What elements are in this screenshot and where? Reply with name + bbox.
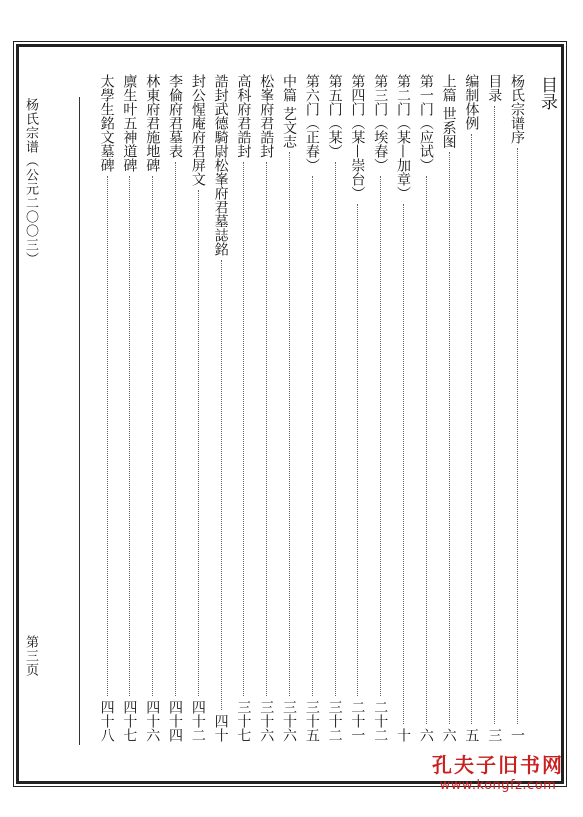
toc-leader-dots xyxy=(312,176,313,696)
toc-entry xyxy=(345,74,369,742)
toc-leader-dots xyxy=(107,176,108,696)
toc-entry-page: 三十二 xyxy=(326,700,343,742)
toc-entry xyxy=(140,74,164,742)
toc-entry-page: 五 xyxy=(463,728,480,742)
toc-leader-dots xyxy=(152,176,153,696)
toc-entry xyxy=(323,74,347,742)
toc-entry-page: 四十四 xyxy=(167,700,183,742)
toc-entry-page: 一 xyxy=(509,728,525,742)
table-of-contents xyxy=(60,74,563,742)
toc-entry-label: 第二门（某—加章） xyxy=(395,74,411,200)
toc-entry xyxy=(231,74,255,742)
toc-entry-label: 太學生銘文墓碑 xyxy=(98,74,115,172)
toc-leader-dots xyxy=(221,260,222,710)
toc-entry xyxy=(209,74,233,742)
watermark xyxy=(423,749,573,793)
toc-entry-row xyxy=(163,74,187,742)
toc-entry-page: 三十七 xyxy=(235,700,252,742)
toc-entry-label: 松峯府君誥封 xyxy=(258,74,275,158)
toc-entry xyxy=(186,74,210,742)
toc-entry xyxy=(277,74,301,742)
toc-entry-row xyxy=(505,74,529,742)
toc-entry-row xyxy=(209,74,233,742)
toc-entry-label: 中篇 艺文志 xyxy=(281,74,297,149)
toc-entry-page: 二十二 xyxy=(372,700,389,742)
toc-entry-row xyxy=(391,74,415,742)
toc-entry-label: 第六门（正春） xyxy=(303,74,320,172)
toc-entry-page: 三 xyxy=(486,728,503,742)
toc-entry-row xyxy=(437,74,461,742)
toc-leader-dots xyxy=(335,162,336,696)
toc-entry-label: 编制体例 xyxy=(463,74,480,130)
toc-entry xyxy=(437,74,461,742)
toc-entry-page: 三十五 xyxy=(303,700,320,742)
toc-entry xyxy=(368,74,392,742)
toc-entry-page: 六 xyxy=(440,728,457,742)
toc-entry-label: 杨氏宗谱序 xyxy=(509,74,525,144)
toc-leader-dots xyxy=(426,176,427,724)
toc-entry-label: 誥封武德騎尉松峯府君墓誌銘 xyxy=(212,74,229,256)
toc-entry xyxy=(95,74,119,742)
toc-entry-label: 上篇 世系图 xyxy=(440,74,457,149)
toc-leader-dots xyxy=(403,204,404,724)
spine-column xyxy=(20,98,40,698)
toc-entry-row xyxy=(117,74,141,742)
toc-entry-row xyxy=(414,74,438,742)
toc-entry-page: 四十二 xyxy=(189,700,206,742)
toc-entry-page: 四十六 xyxy=(144,700,161,742)
toc-heading: 目录 xyxy=(537,76,557,110)
toc-entry-page: 十 xyxy=(395,728,411,742)
toc-entry-label: 封公惺庵府君屏文 xyxy=(189,74,206,186)
toc-entry xyxy=(459,74,483,742)
toc-entry-row xyxy=(482,74,506,742)
toc-entry-row xyxy=(140,74,164,742)
toc-entry-row xyxy=(95,74,119,742)
toc-entry-page: 四十七 xyxy=(121,700,138,742)
toc-entry xyxy=(163,74,187,742)
toc-entry-row xyxy=(368,74,392,742)
toc-entry-row xyxy=(277,74,301,742)
toc-leader-dots xyxy=(266,162,267,696)
toc-entry xyxy=(414,74,438,742)
toc-entry-row xyxy=(345,74,369,742)
toc-leader-dots xyxy=(357,204,358,696)
toc-entry-label: 李倫府君墓表 xyxy=(167,74,183,158)
toc-leader-dots xyxy=(449,152,450,724)
toc-entry-row xyxy=(254,74,278,742)
toc-leader-dots xyxy=(289,152,290,696)
toc-entry xyxy=(505,74,529,742)
toc-leader-dots xyxy=(175,162,176,696)
toc-entry-label: 第一门（应试） xyxy=(417,74,434,172)
toc-leader-dots xyxy=(380,176,381,696)
toc-leader-dots xyxy=(517,148,518,724)
toc-entry-row xyxy=(186,74,210,742)
toc-entry-label: 第四门（某—崇台） xyxy=(349,74,366,200)
toc-entry-page: 三十六 xyxy=(281,700,297,742)
toc-entry-row xyxy=(300,74,324,742)
toc-entry-label: 第五门（某） xyxy=(326,74,343,158)
toc-entry-page: 六 xyxy=(417,728,434,742)
toc-entry xyxy=(482,74,506,742)
watermark-site-name: 孔夫子旧书网 xyxy=(432,753,564,777)
watermark-url: www.kongfz.com xyxy=(439,778,557,793)
spine-title: 杨氏宗谱（公元二〇〇三） xyxy=(23,98,38,266)
toc-entry xyxy=(254,74,278,742)
toc-leader-dots xyxy=(494,106,495,724)
toc-leader-dots xyxy=(198,190,199,696)
toc-entry-page: 四十 xyxy=(212,714,229,742)
spine-page-number: 第三页 xyxy=(23,635,38,677)
toc-entry-label: 高科府君誥封 xyxy=(235,74,252,158)
toc-entry-row xyxy=(459,74,483,742)
toc-entry-page: 三十六 xyxy=(258,700,275,742)
toc-entry-row xyxy=(323,74,347,742)
toc-entry-row xyxy=(231,74,255,742)
toc-leader-dots xyxy=(129,176,130,696)
toc-entry-page: 四十八 xyxy=(98,700,115,742)
toc-entry-label: 目录 xyxy=(486,74,503,102)
toc-leader-dots xyxy=(243,162,244,696)
toc-entry xyxy=(117,74,141,742)
toc-entry xyxy=(300,74,324,742)
toc-entry-label: 林東府君施地碑 xyxy=(144,74,161,172)
toc-entry-label: 第三门（埃春） xyxy=(372,74,389,172)
toc-entry-label: 廪生叶五神道碑 xyxy=(121,74,138,172)
toc-heading-column xyxy=(535,76,559,744)
toc-leader-dots xyxy=(471,134,472,724)
toc-entry xyxy=(391,74,415,742)
toc-entry-page: 二十一 xyxy=(349,700,366,742)
